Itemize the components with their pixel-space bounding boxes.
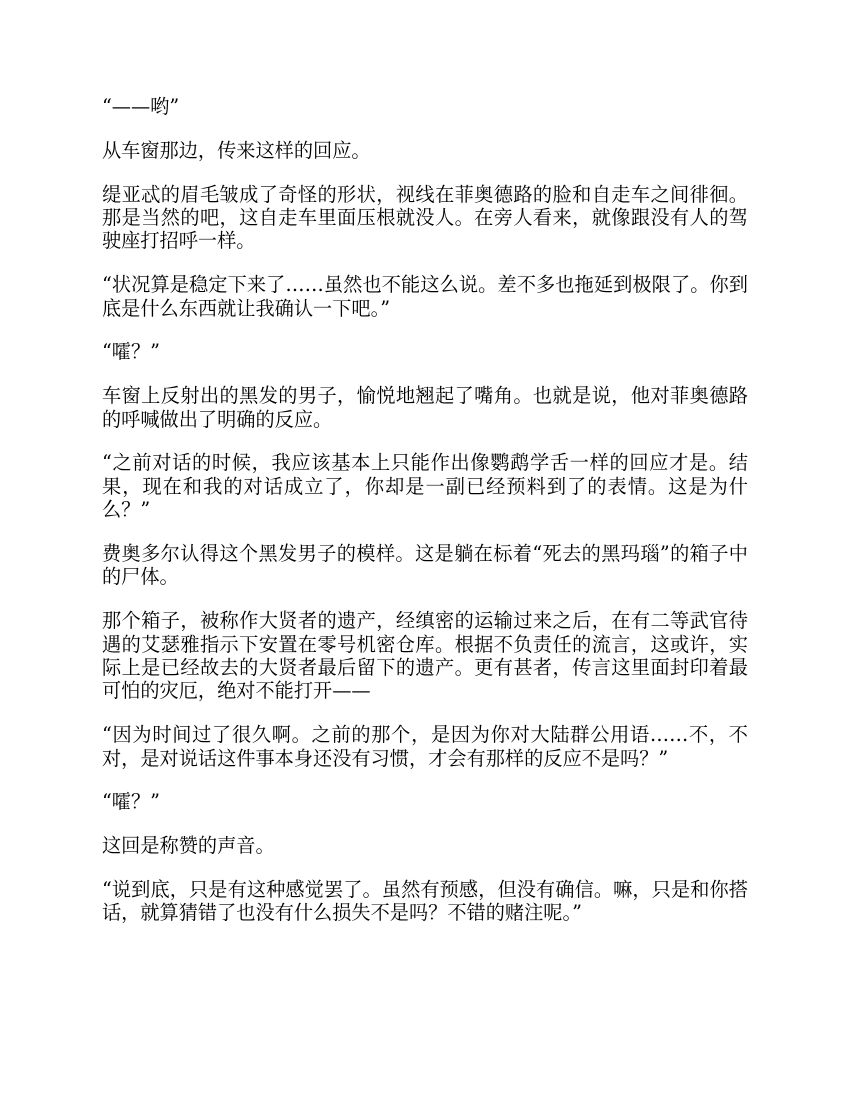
paragraph-10: “因为时间过了很久啊。之前的那个，是因为你对大陆群公用语……不，不对，是对说话这件事本身还没有习惯，才会有那样的反应不是吗？” <box>102 723 748 770</box>
paragraph-12: 这回是称赞的声音。 <box>102 834 275 858</box>
paragraph-7: “之前对话的时候，我应该基本上只能作出像鹦鹉学舌一样的回应才是。结果，现在和我的对话成立了，你却是一副已经预料到了的表情。这是为什么？” <box>102 451 748 522</box>
paragraph-5: “嚯？” <box>102 340 160 364</box>
paragraph-3: 缇亚忒的眉毛皱成了奇怪的形状，视线在菲奥德路的脸和自走车之间徘徊。那是当然的吧，这自走车里面压根就没人。在旁人看来，就像跟没有人的驾驶座打招呼一样。 <box>102 182 748 253</box>
paragraph-4: “状况算是稳定下来了……虽然也不能这么说。差不多也拖延到极限了。你到底是什么东西就让我确认一下吧。” <box>102 273 748 320</box>
paragraph-9: 那个箱子，被称作大贤者的遗产，经缜密的运输过来之后，在有二等武官待遇的艾瑟雅指示下安置在零号机密仓库。根据不负责任的流言，这或许，实际上是已经故去的大贤者最后留下的遗产。更有甚者，传言这里面封印着最可怕的灾厄，绝对不能打开—— <box>102 609 748 703</box>
paragraph-1: “——哟” <box>102 95 180 118</box>
paragraph-13: “说到底，只是有这种感觉罢了。虽然有预感，但没有确信。嘛，只是和你搭话，就算猜错了也没有什么损失不是吗？不错的赌注呢。” <box>102 878 748 925</box>
paragraph-2: 从车窗那边，传来这样的回应。 <box>102 138 371 162</box>
paragraph-8: 费奥多尔认得这个黑发男子的模样。这是躺在标着“死去的黑玛瑙”的箱子中的尸体。 <box>102 542 748 589</box>
document-page <box>102 95 748 945</box>
paragraph-6: 车窗上反射出的黑发的男子，愉悦地翘起了嘴角。也就是说，他对菲奥德路的呼喊做出了明确的反应。 <box>102 384 748 431</box>
paragraph-11: “嚯？” <box>102 790 160 814</box>
